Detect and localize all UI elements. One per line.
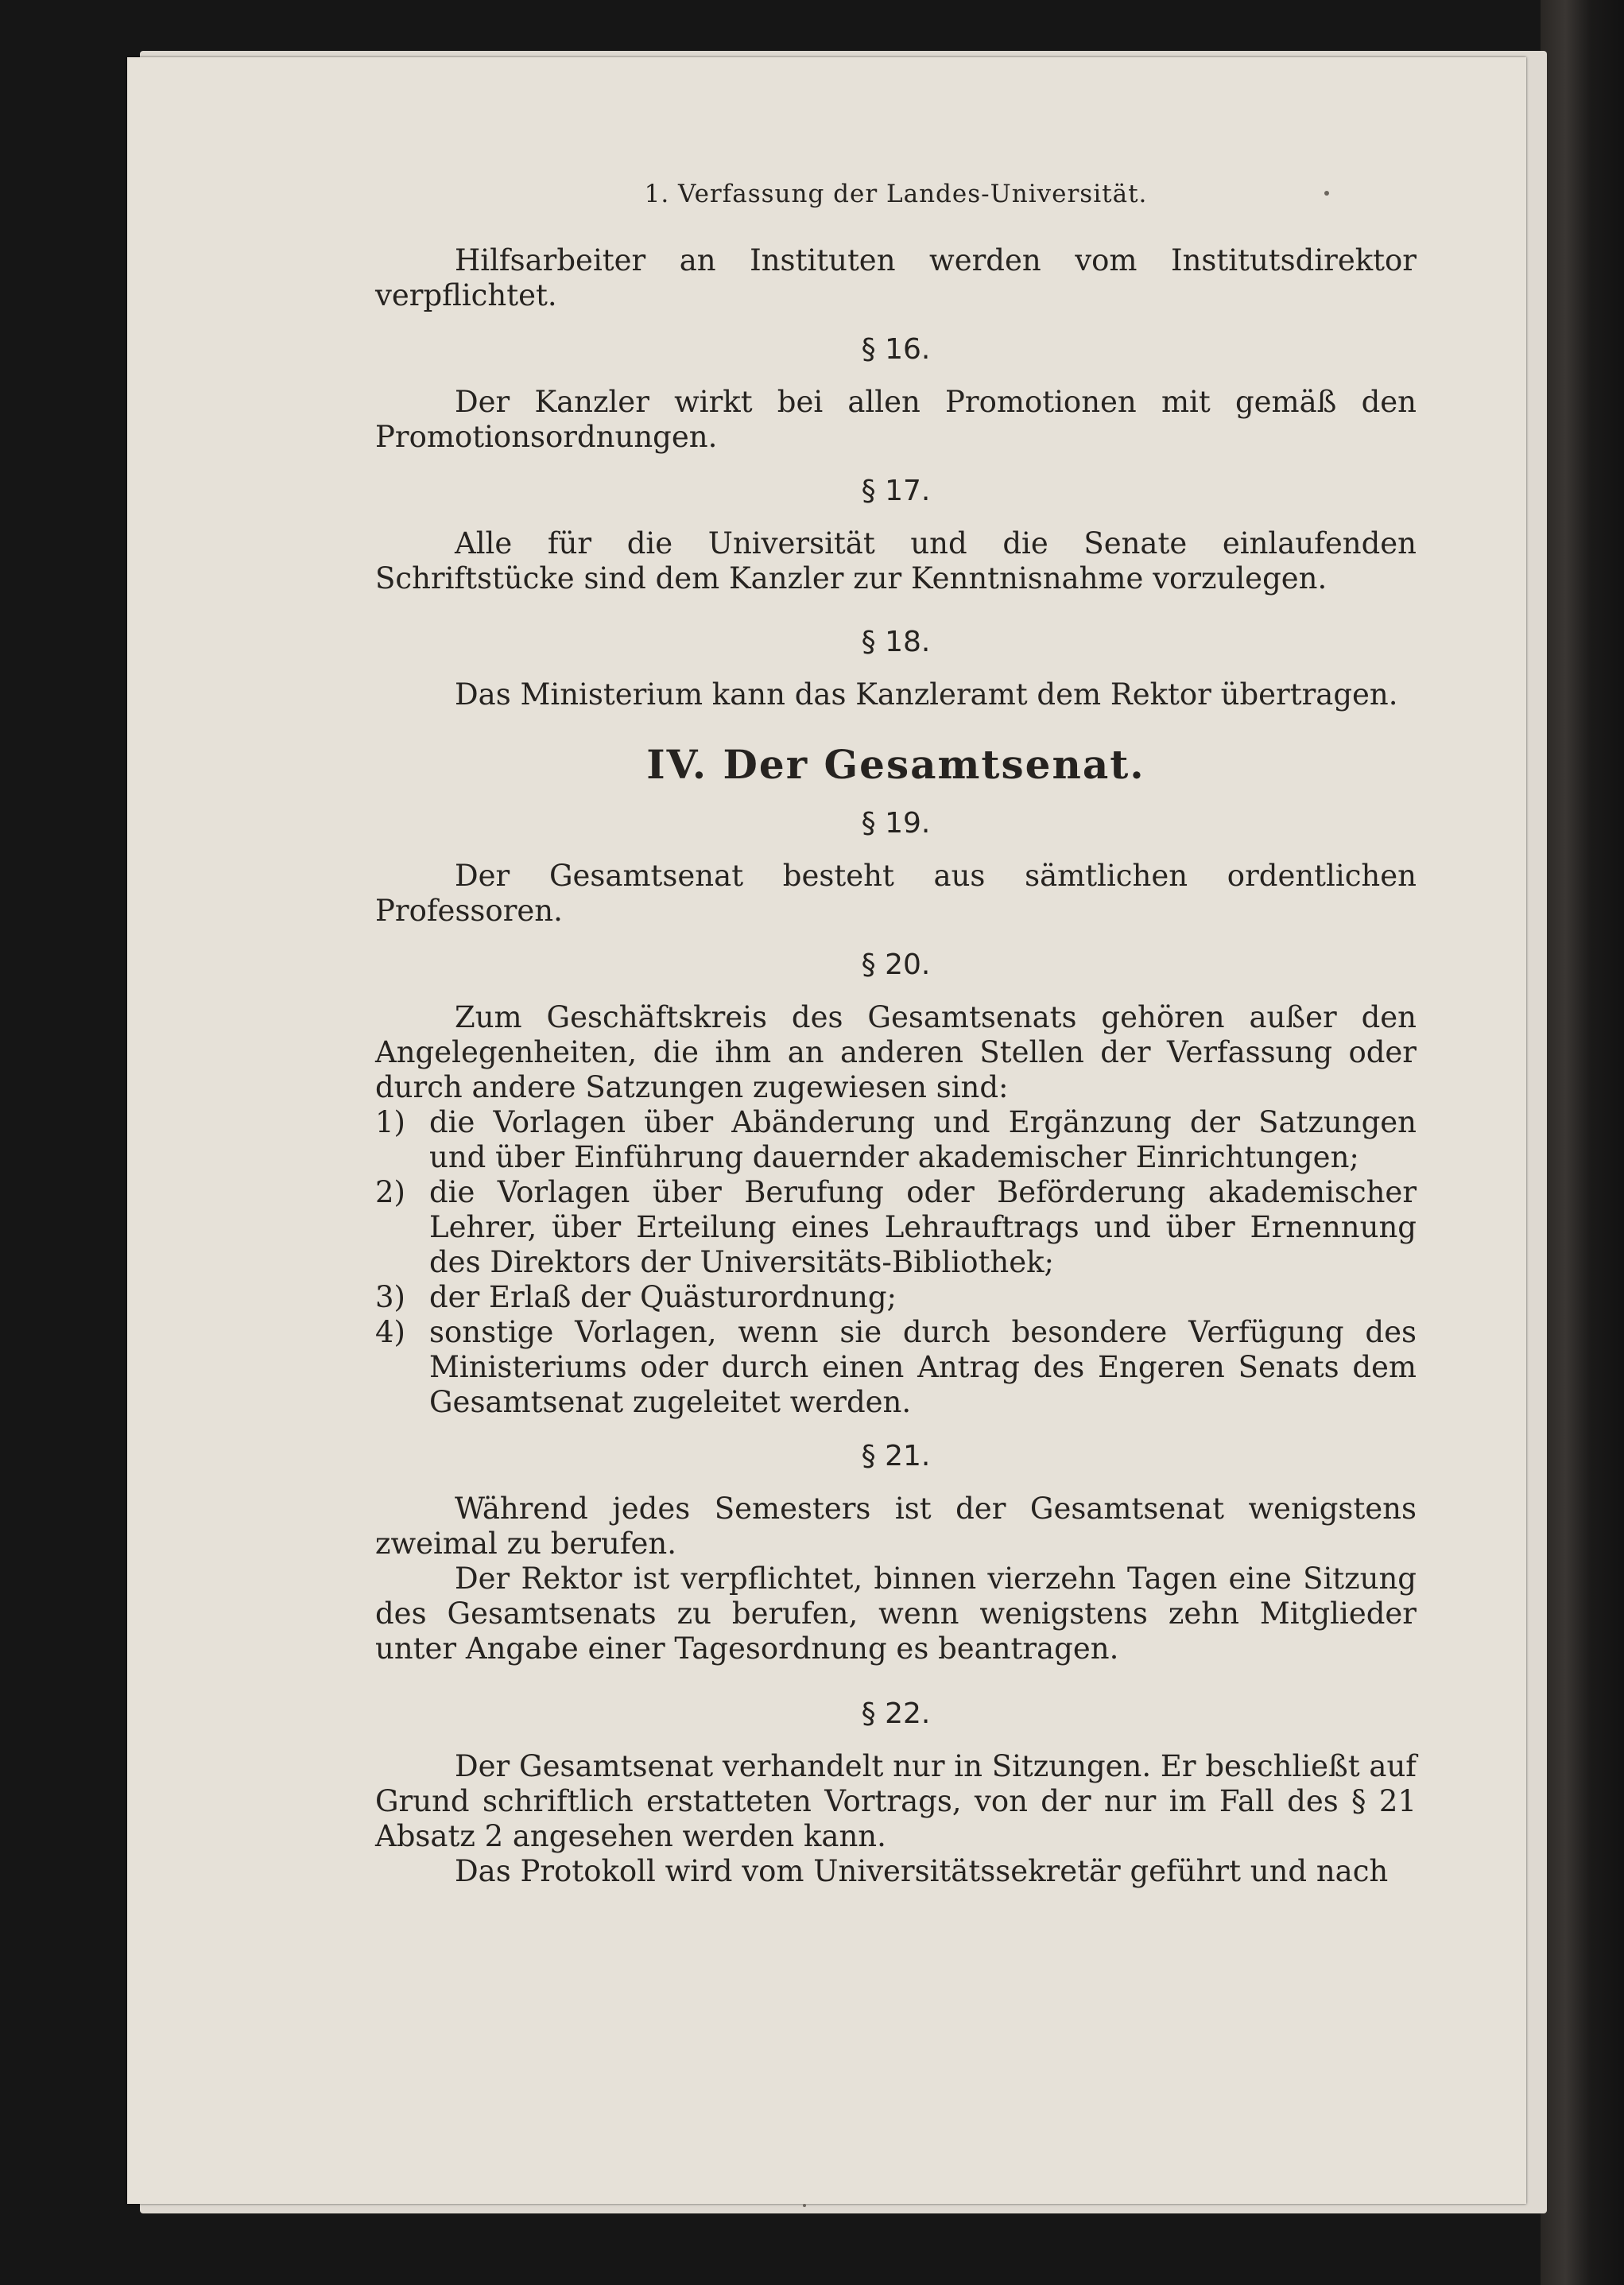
paragraph: Der Gesamtsenat besteht aus sämtlichen ordentlichen Professoren. — [375, 859, 1417, 928]
list-item — [375, 1105, 1417, 1175]
paragraph: Der Rektor ist verpflichtet, binnen vierzehn Tagen eine Sitzung des Gesamtsenats zu berufen, wenn wenigstens zehn Mitglieder unter Angabe einer Tagesordnung es beantragen. — [375, 1561, 1417, 1666]
section-number: § 22. — [861, 1697, 931, 1730]
section-number: § 20. — [861, 949, 931, 981]
list-item-text: sonstige Vorlagen, wenn sie durch besondere Verfügung des Ministeriums oder durch einen Antrag des Engeren Senats dem Gesamtsenat zugeleitet werden. — [429, 1315, 1417, 1419]
paragraph: Zum Geschäftskreis des Gesamtsenats gehören außer den Angelegenheiten, die ihm an anderen Stellen der Verfassung oder durch andere Satzungen zugewiesen sind: — [375, 1000, 1417, 1104]
paragraph: Während jedes Semesters ist der Gesamtsenat wenigstens zweimal zu berufen. — [375, 1492, 1417, 1561]
paragraph: Das Ministerium kann das Kanzleramt dem Rektor übertragen. — [455, 677, 1398, 712]
paragraph: Alle für die Universität und die Senate einlaufenden Schriftstücke sind dem Kanzler zur Kenntnisnahme vorzulegen. — [375, 526, 1417, 595]
list-item-number: 1) — [375, 1105, 405, 1139]
list-item — [375, 1280, 1417, 1315]
section-number: § 18. — [861, 626, 931, 658]
enumerated-list — [375, 1105, 1417, 1420]
paragraph: Hilfsarbeiter an Instituten werden vom Institutsdirektor verpflichtet. — [375, 243, 1417, 312]
running-head: 1. Verfassung der Landes-Universität. — [644, 180, 1148, 208]
list-item — [375, 1175, 1417, 1280]
paragraph: Der Kanzler wirkt bei allen Promotionen mit gemäß den Promotionsordnungen. — [375, 385, 1417, 454]
chapter-heading: IV. Der Gesamtsenat. — [646, 741, 1145, 788]
book-spine — [1541, 0, 1624, 2285]
paragraph: Das Protokoll wird vom Universitätssekretär geführt und nach — [455, 1854, 1389, 1888]
section-number: § 17. — [861, 475, 931, 507]
list-item-text: der Erlaß der Quästurordnung; — [429, 1280, 897, 1314]
speck — [803, 2204, 806, 2207]
list-item-text: die Vorlagen über Abänderung und Ergänzung der Satzungen und über Einführung dauernder akademischer Einrichtungen; — [429, 1105, 1417, 1174]
list-item-text: die Vorlagen über Berufung oder Beförderung akademischer Lehrer, über Erteilung eines Lehrauftrags und über Ernennung des Direktors der Universitäts-Bibliothek; — [429, 1175, 1417, 1279]
list-item-number: 4) — [375, 1315, 405, 1349]
paragraph: Der Gesamtsenat verhandelt nur in Sitzungen. Er beschließt auf Grund schriftlich erstatteten Vortrags, von der nur im Fall des § 21 Absatz 2 angesehen werden kann. — [375, 1749, 1417, 1853]
list-item — [375, 1315, 1417, 1420]
page-text — [375, 177, 1417, 1889]
section-number: § 19. — [861, 807, 931, 840]
list-item-number: 2) — [375, 1175, 405, 1209]
section-number: § 16. — [861, 333, 931, 366]
list-item-number: 3) — [375, 1280, 405, 1314]
section-number: § 21. — [861, 1440, 931, 1472]
